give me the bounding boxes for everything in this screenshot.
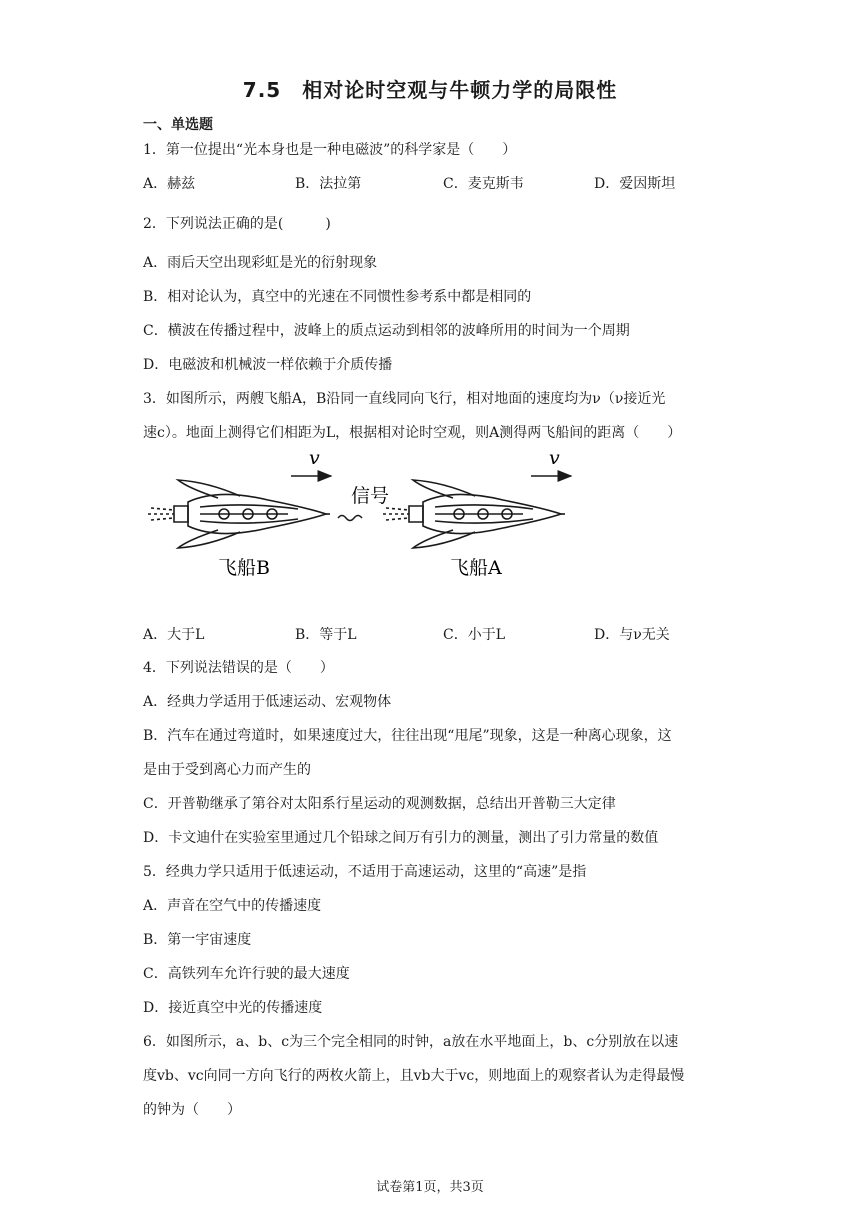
- velocity-label-b: v: [309, 450, 320, 469]
- question-5-option-c: C．高铁列车允许行驶的最大速度: [143, 966, 350, 982]
- velocity-label-a: v: [549, 450, 560, 469]
- page-footer: 试卷第1页，共3页: [376, 1180, 484, 1195]
- question-2-stem: 2．下列说法正确的是( ): [143, 216, 331, 232]
- question-3-option-c: C．小于L: [443, 627, 506, 643]
- question-1-option-a: A．赫兹: [143, 176, 196, 192]
- question-2-option-d: D．电磁波和机械波一样依赖于介质传播: [143, 357, 393, 373]
- question-5-option-d: D．接近真空中光的传播速度: [143, 1000, 323, 1016]
- question-1-option-d: D．爱因斯坦: [594, 176, 676, 192]
- question-1-option-b: B．法拉第: [295, 176, 362, 192]
- question-4-option-d: D．卡文迪什在实验室里通过几个铅球之间万有引力的测量，测出了引力常量的数值: [143, 830, 659, 846]
- question-3-option-a: A．大于L: [143, 627, 205, 643]
- page-title: 7.5 相对论时空观与牛顿力学的局限性: [242, 78, 618, 102]
- question-6-line-3: 的钟为（ ）: [143, 1102, 241, 1118]
- question-2-option-b: B．相对论认为，真空中的光速在不同惯性参考系中都是相同的: [143, 289, 532, 305]
- signal-wave-icon: [338, 516, 362, 521]
- ship-b-label: 飞船B: [218, 557, 270, 579]
- question-4-option-a: A．经典力学适用于低速运动、宏观物体: [143, 694, 392, 710]
- section-heading: 一、单选题: [143, 117, 213, 133]
- question-6-line-2: 度vb、vc向同一方向飞行的两枚火箭上，且vb大于vc，则地面上的观察者认为走得最慢: [143, 1068, 685, 1084]
- signal-label: 信号: [351, 485, 390, 507]
- question-1-option-c: C．麦克斯韦: [443, 176, 524, 192]
- question-3-stem-line-2: 速c）。地面上测得它们相距为L，根据相对论时空观，则A测得两飞船间的距离（ ）: [143, 425, 682, 441]
- ship-a-label: 飞船A: [450, 557, 502, 579]
- question-5-stem: 5．经典力学只适用于低速运动，不适用于高速运动，这里的“高速”是指: [143, 864, 587, 880]
- question-5-option-a: A．声音在空气中的传播速度: [143, 898, 322, 914]
- question-4-option-c: C．开普勒继承了第谷对太阳系行星运动的观测数据，总结出开普勒三大定律: [143, 796, 616, 812]
- spaceship-a-icon: [383, 480, 565, 548]
- spaceship-b-icon: [148, 480, 330, 548]
- question-2-option-a: A．雨后天空出现彩虹是光的衍射现象: [143, 255, 378, 271]
- question-3-stem-line-1: 3．如图所示，两艘飞船A，B沿同一直线同向飞行，相对地面的速度均为ν（ν接近光: [143, 391, 666, 407]
- question-5-option-b: B．第一宇宙速度: [143, 932, 252, 948]
- question-1-stem: 1．第一位提出“光本身也是一种电磁波”的科学家是（ ）: [143, 142, 517, 158]
- question-3-option-b: B．等于L: [295, 627, 357, 643]
- question-3-option-d: D．与ν无关: [594, 627, 670, 643]
- question-2-option-c: C．横波在传播过程中，波峰上的质点运动到相邻的波峰所用的时间为一个周期: [143, 323, 630, 339]
- question-4-option-b-continued: 是由于受到离心力而产生的: [143, 762, 311, 778]
- question-4-option-b: B．汽车在通过弯道时，如果速度过大，往往出现“甩尾”现象，这是一种离心现象，这: [143, 728, 672, 744]
- spaceship-figure: [143, 450, 583, 590]
- question-4-stem: 4．下列说法错误的是（ ）: [143, 660, 334, 676]
- question-6-line-1: 6．如图所示，a、b、c为三个完全相同的时钟，a放在水平地面上，b、c分别放在以速: [143, 1034, 679, 1050]
